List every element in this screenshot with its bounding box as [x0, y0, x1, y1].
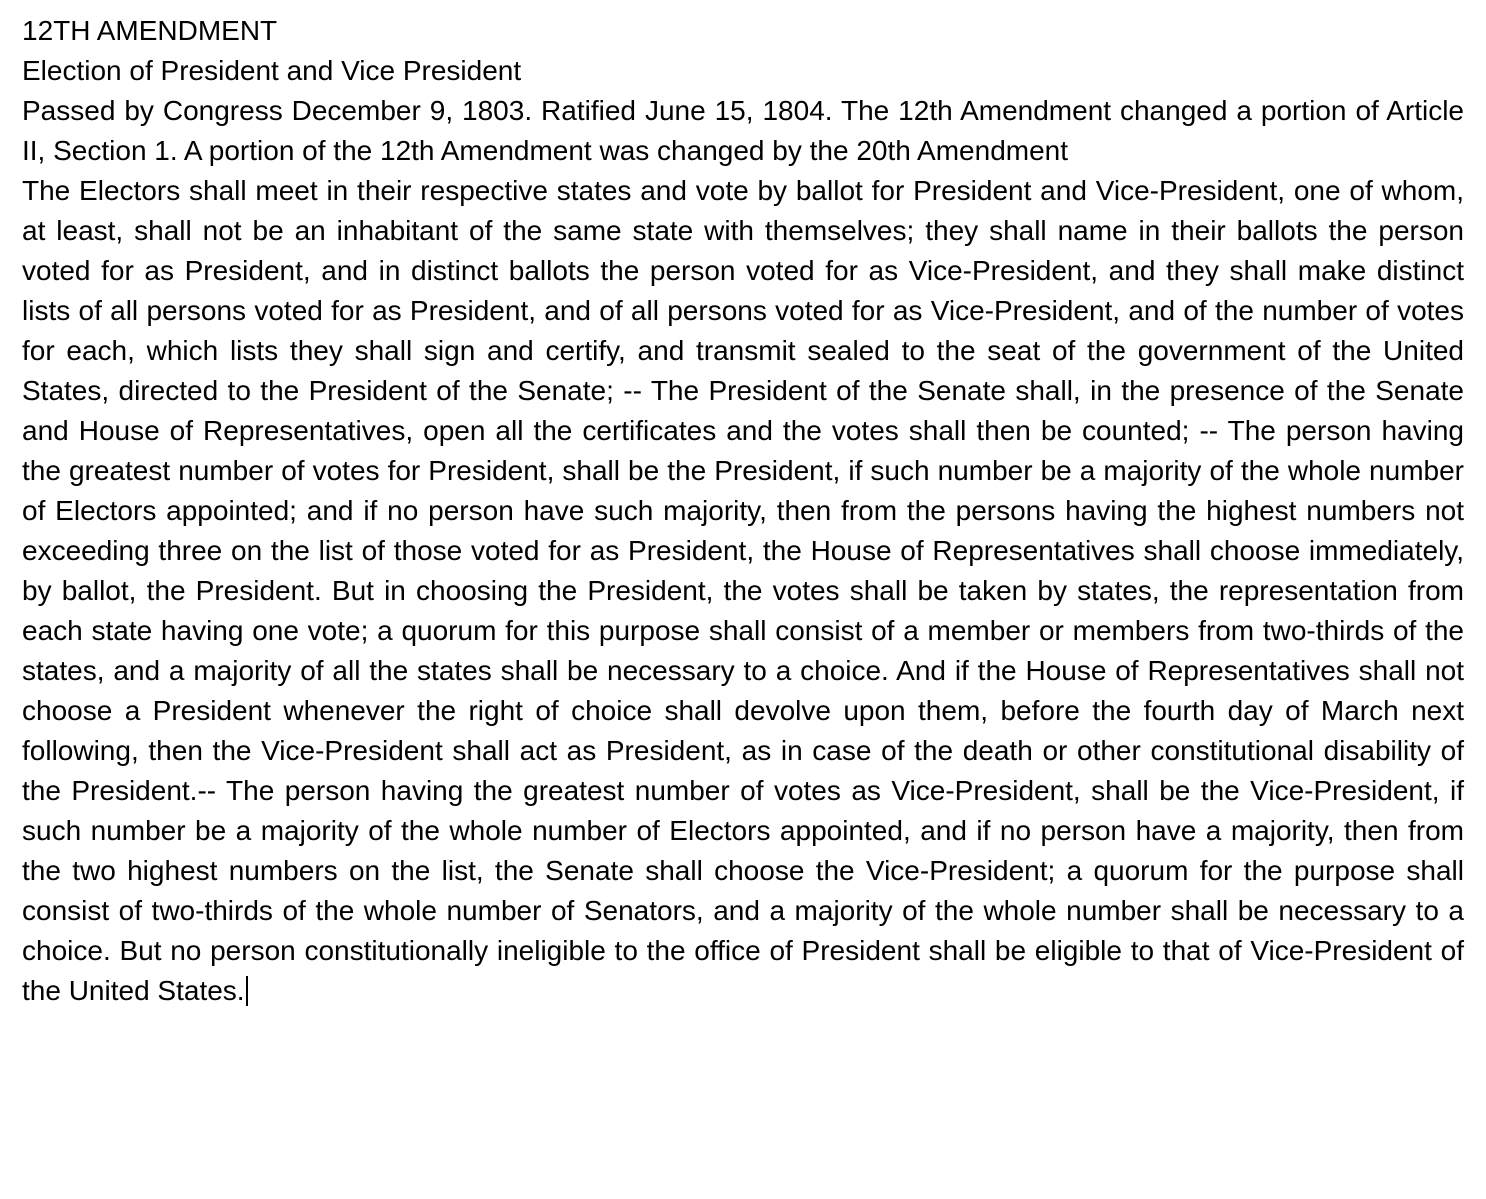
document-title: 12TH AMENDMENT: [22, 15, 278, 46]
text-caret: [246, 976, 248, 1006]
amendment-body-text: The Electors shall meet in their respective states and vote by ballot for President and Vice-President, one of whom, at least, shall not be an inhabitant of the same state with themselves; they shall name in their ballots the person voted for as President, and in distinct ballots the person voted for as Vice-President, and they shall make distinct lists of all persons voted for as President, and of all persons voted for as Vice-President, and of the number of votes for each, which lists they shall sign and certify, and transmit sealed to the seat of the government of the United States, directed to the President of the Senate; -- The President of the Senate shall, in the presence of the Senate and House of Representatives, open all the certificates and the votes shall then be counted; -- The person having the greatest number of votes for President, shall be the President, if such number be a majority of the whole number of Electors appointed; and if no person have such majority, then from the persons having the highest numbers not exceeding three on the list of those voted for as President, the House of Representatives shall choose immediately, by ballot, the President. But in choosing the President, the votes shall be taken by states, the representation from each state having one vote; a quorum for this purpose shall consist of a member or members from two-thirds of the states, and a majority of all the states shall be necessary to a choice. And if the House of Representatives shall not choose a President whenever the right of choice shall devolve upon them, before the fourth day of March next following, then the Vice-President shall act as President, as in case of the death or other constitutional disability of the President.-- The person having the greatest number of votes as Vice-President, shall be the Vice-President, if such number be a majority of the whole number of Electors appointed, and if no person have a majority, then from the two highest numbers on the list, the Senate shall choose the Vice-President; a quorum for the purpose shall consist of two-thirds of the whole number of Senators, and a majority of the whole number shall be necessary to a choice. But no person constitutionally ineligible to the office of President shall be eligible to that of Vice-President of the United States.: [22, 175, 1464, 1006]
amendment-body-region[interactable]: [22, 171, 1464, 1011]
document-subtitle: Election of President and Vice President: [22, 55, 522, 86]
ratification-note: Passed by Congress December 9, 1803. Ratified June 15, 1804. The 12th Amendment changed a portion of Article II, Section 1. A portion of the 12th Amendment was changed by the 20th Amendment: [22, 95, 1464, 166]
